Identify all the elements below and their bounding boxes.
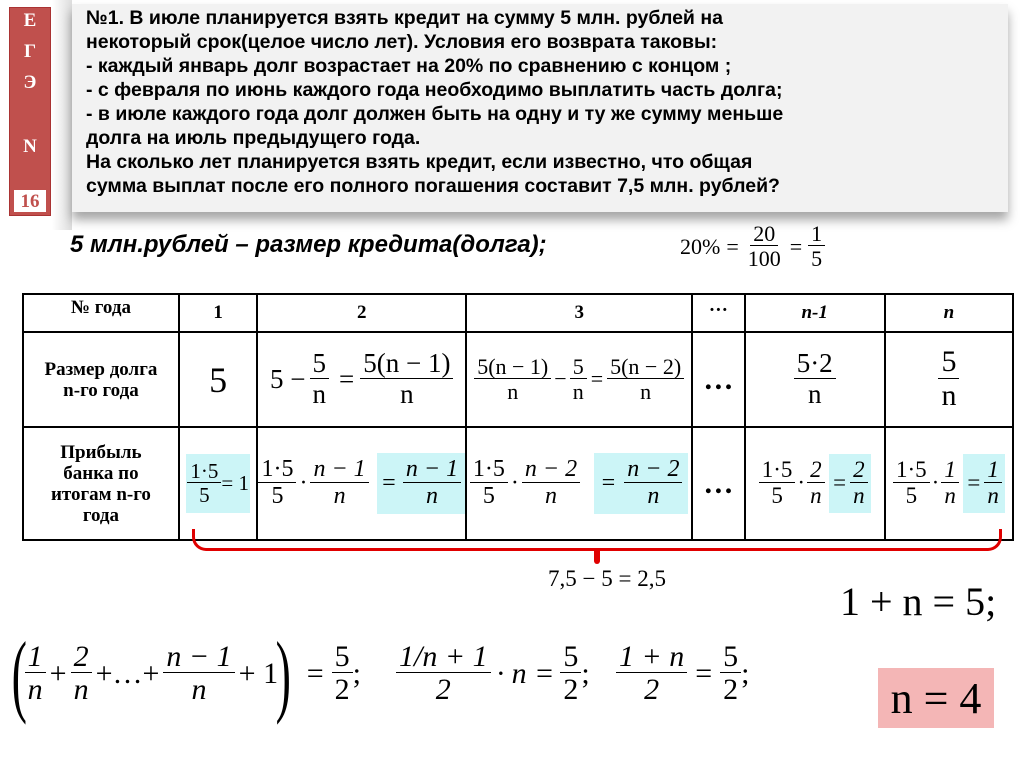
frac-den: n xyxy=(191,673,207,706)
frac-num: n − 2 xyxy=(522,457,580,483)
frac-num: 1·5 xyxy=(187,460,221,483)
frac-den: 5 xyxy=(811,246,823,272)
n-equation: 1 + n = 5; xyxy=(840,579,997,624)
frac-num: 1 xyxy=(941,458,959,483)
frac-den: n xyxy=(941,378,957,412)
frac-den: n xyxy=(810,482,822,508)
problem-line: На сколько лет планируется взять кредит, если известно, что общая xyxy=(86,151,753,173)
frac-num: 1·5 xyxy=(470,457,508,483)
profit-ellipsis xyxy=(692,427,744,540)
total-profit-equation: 7,5 − 5 = 2,5 xyxy=(548,566,666,591)
credit-heading: 5 млн.рублей – размер кредита(долга); xyxy=(70,231,547,258)
debt-value: 5 xyxy=(209,359,228,400)
frac-num: 1 + n xyxy=(616,641,687,674)
frac-num: n − 1 xyxy=(163,641,234,674)
simplified-equation: $\frac{1/n + 1}{2}$ · n = $\frac{5}{2}$ ; xyxy=(396,624,590,724)
badge-letter: Г xyxy=(23,41,37,62)
frac-num: 1·5 xyxy=(893,458,930,483)
frac-num: 5 xyxy=(570,355,587,379)
frac-num: 1/n + 1 xyxy=(396,641,491,674)
frac-den: n xyxy=(640,378,652,404)
frac-den: 2 xyxy=(563,673,579,706)
frac-den: 5 xyxy=(271,482,284,509)
frac-den: n xyxy=(425,482,438,509)
frac-num: 20 xyxy=(750,222,778,246)
profit-year-n: $\frac{1\cdot 5}{5}$ · $\frac{1}{n}$ = $\frac{1}{n}$ xyxy=(885,427,1013,540)
frac-den: 5 xyxy=(771,482,783,508)
ellipsis: … xyxy=(703,466,734,500)
final-equation: $\frac{1 + n}{2}$ = $\frac{5}{2}$ ; xyxy=(616,624,750,724)
payment-table xyxy=(22,293,1014,541)
frac-den: n xyxy=(853,482,865,508)
badge-letter: N xyxy=(23,136,37,157)
debt-year-n xyxy=(885,332,1013,427)
answer-value: n = 4 xyxy=(890,673,982,723)
answer-box xyxy=(878,668,994,728)
header-label: № года xyxy=(23,294,179,332)
frac-den: n xyxy=(27,673,43,706)
frac-den: n xyxy=(807,378,822,409)
frac-num: n − 1 xyxy=(403,457,461,483)
year-cell: n xyxy=(885,294,1013,332)
frac-den: n xyxy=(73,673,89,706)
debt-year-1 xyxy=(179,332,258,427)
frac-den: n xyxy=(647,482,660,509)
frac-den: 5 xyxy=(199,482,210,507)
problem-line: №1. В июле планируется взять кредит на сумму 5 млн. рублей на xyxy=(86,7,723,29)
frac-den: n xyxy=(544,482,557,509)
badge-letter: Е xyxy=(23,10,37,31)
year-cell: 2 xyxy=(257,294,466,332)
task-number: 16 xyxy=(13,189,47,213)
profit-row xyxy=(23,427,1013,540)
expr-part: +…+ xyxy=(95,657,160,690)
frac-num: 2 xyxy=(71,641,92,674)
frac-den: 2 xyxy=(334,673,350,706)
year-cell: 3 xyxy=(466,294,692,332)
debt-ellipsis xyxy=(692,332,744,427)
sum-brace-tip xyxy=(594,548,600,564)
frac-num: 1 xyxy=(25,641,46,674)
frac-num: 5(n − 2) xyxy=(607,355,684,379)
debt-row-label: Размер долга n-го года xyxy=(23,332,179,427)
percent-lhs: 20% xyxy=(680,233,721,259)
frac-den: 5 xyxy=(905,482,918,508)
frac-num: n − 2 xyxy=(624,457,682,483)
expr-part: 5 − xyxy=(270,363,306,394)
frac-den: n xyxy=(400,378,414,409)
ege-badge xyxy=(9,7,51,216)
frac-num: 2 xyxy=(807,458,825,483)
frac-den: n xyxy=(312,378,327,409)
problem-line: - каждый январь долг возрастает на 20% по сравнению с концом ; xyxy=(86,55,732,77)
problem-line: долга на июль предыдущего года. xyxy=(86,127,421,149)
profit-year-1 xyxy=(179,427,258,540)
left-shadow xyxy=(52,0,72,230)
frac-den: n xyxy=(507,378,519,404)
debt-row xyxy=(23,332,1013,427)
problem-line: - с февраля по июнь каждого года необходимо выплатить часть долга; xyxy=(86,79,783,101)
frac-num: 2 xyxy=(850,458,868,483)
frac-den: 2 xyxy=(435,673,451,706)
frac-den: n xyxy=(987,482,999,508)
expr-part: · n = xyxy=(496,657,555,690)
frac-num: 1 xyxy=(808,222,825,246)
frac-num: 5 xyxy=(310,349,330,378)
percent-equation: 20% = $\frac{20}{100}$ = $\frac{1}{5}$ xyxy=(680,222,825,271)
expr-part: + 1 xyxy=(238,657,279,690)
frac-num: 5 xyxy=(938,346,959,379)
frac-num: 5 xyxy=(332,641,353,674)
frac-num: n − 1 xyxy=(310,457,368,483)
year-cell: 1 xyxy=(179,294,258,332)
debt-year-3: $\frac{5(n - 1)}{n}$ − $\frac{5}{n}$ = $\frac{5(n - 2)}{n}$ xyxy=(466,332,692,427)
profit-row-label: Прибыль банка по итогам n-го года xyxy=(23,427,179,540)
frac-num: 5·2 xyxy=(794,349,836,378)
frac-num: 5 xyxy=(720,641,741,674)
sum-equation: ( $\frac{1}{n}$ + $\frac{2}{n}$ +…+ $\frac{n - 1}{n}$ + 1 ) = $\frac{5}{2}$ ; xyxy=(11,623,361,725)
frac-num: 5 xyxy=(560,641,581,674)
frac-num: 1·5 xyxy=(258,457,296,483)
frac-den: 2 xyxy=(723,673,739,706)
problem-line: - в июле каждого года долг должен быть на одну и ту же сумму меньше xyxy=(86,103,784,125)
frac-den: n xyxy=(333,482,346,509)
expr-part: = 1 xyxy=(221,471,249,495)
frac-num: 1 xyxy=(984,458,1002,483)
year-cell: … xyxy=(692,294,744,332)
profit-year-3: $\frac{1\cdot 5}{5}$ · $\frac{n - 2}{n}$ = $\frac{n - 2}{n}$ xyxy=(466,427,692,540)
frac-den: 5 xyxy=(482,482,495,509)
debt-year-n-minus-1 xyxy=(745,332,885,427)
frac-num: 1·5 xyxy=(759,458,796,483)
ellipsis: … xyxy=(703,362,734,396)
frac-den: n xyxy=(572,378,584,404)
frac-den: 100 xyxy=(747,246,781,272)
frac-num: 5(n − 1) xyxy=(360,349,453,378)
frac-den: n xyxy=(944,482,956,508)
problem-line: некоторый срок(целое число лет). Условия его возврата таковы: xyxy=(86,31,718,53)
year-cell: n-1 xyxy=(745,294,885,332)
profit-year-n-minus-1: $\frac{1\cdot 5}{5}$ · $\frac{2}{n}$ = $\frac{2}{n}$ xyxy=(745,427,885,540)
problem-line: сумма выплат после его полного погашения составит 7,5 млн. рублей? xyxy=(86,175,780,197)
debt-year-2: 5 − $\frac{5}{n}$ = $\frac{5(n - 1)}{n}$ xyxy=(257,332,466,427)
table-header-row xyxy=(23,294,1013,332)
problem-statement xyxy=(72,4,1008,212)
profit-year-2: $\frac{1\cdot 5}{5}$ · $\frac{n - 1}{n}$ = $\frac{n - 1}{n}$ xyxy=(257,427,466,540)
badge-letter: Э xyxy=(23,72,37,93)
frac-den: 2 xyxy=(644,673,660,706)
frac-num: 5(n − 1) xyxy=(474,355,551,379)
